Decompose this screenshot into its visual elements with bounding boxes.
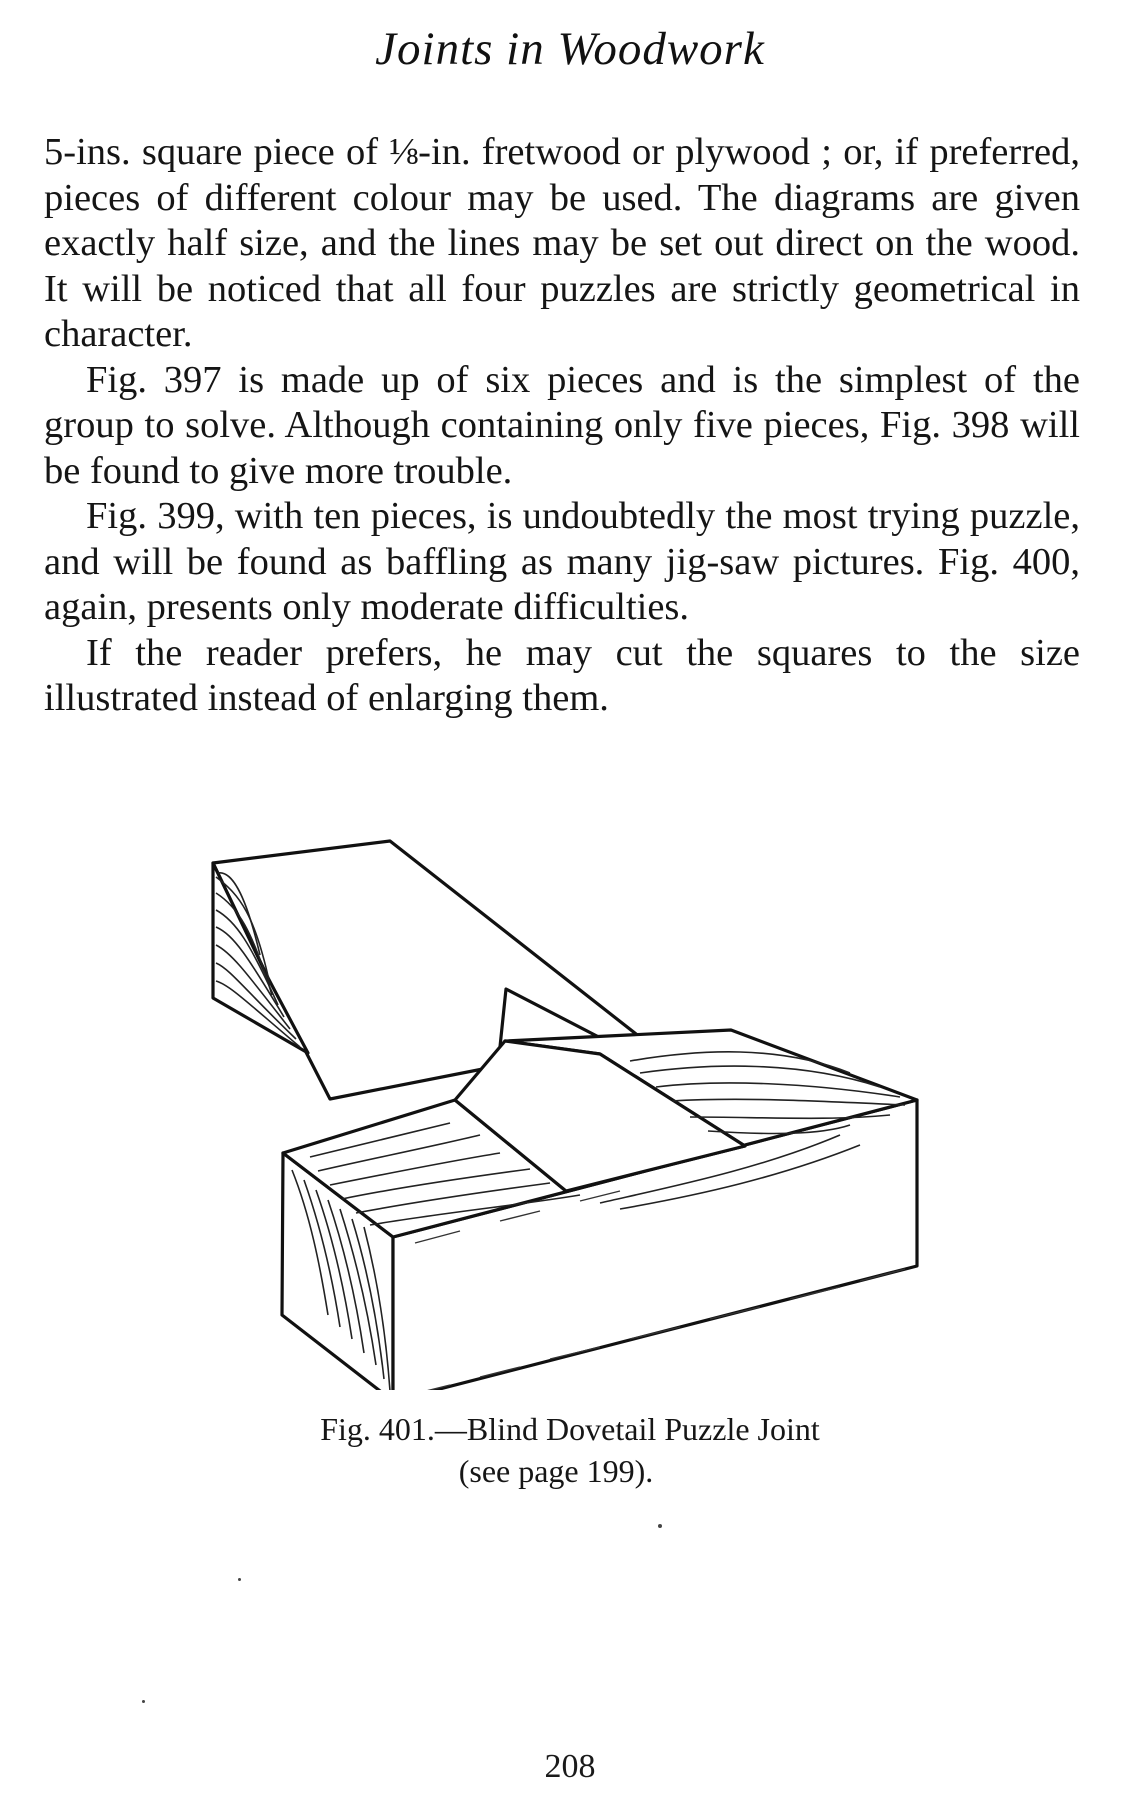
running-head: Joints in Woodwork (375, 23, 765, 75)
paragraph-4: If the reader prefers, he may cut the squares to the size illustrated instead of enlarging them. (44, 631, 1080, 719)
paragraph-2: Fig. 397 is made up of six pieces and is the simplest of the group to solve. Although containing only five pieces, Fig. 398 will be found to give more trouble. (44, 358, 1080, 492)
print-speck (142, 1700, 145, 1703)
paragraph-3: Fig. 399, with ten pieces, is undoubtedly the most trying puzzle, and will be found as baffling as many jig-saw pictures. Fig. 400, again, presents only moderate difficulties. (44, 495, 1080, 628)
page-number: 208 (544, 1748, 596, 1785)
caption-reference: (see page 199). (458, 1453, 654, 1489)
body-text (44, 130, 1080, 722)
paragraph-1: 5-ins. square piece of ⅛-in. fretwood or plywood ; or, if preferred, pieces of different colour may be used. The diagrams are given exactly half size, and the lines may be set out direct on the wood. It will be noticed that all four puzzles are strictly geometrical in character. (44, 131, 1080, 355)
print-speck (238, 1578, 241, 1581)
figure-401 (200, 835, 940, 1390)
caption-title: Fig. 401.—Blind Dovetail Puzzle Joint (320, 1411, 820, 1447)
print-speck (658, 1524, 662, 1528)
figure-caption (0, 1408, 1140, 1492)
blind-dovetail-joint-illustration (200, 835, 940, 1390)
